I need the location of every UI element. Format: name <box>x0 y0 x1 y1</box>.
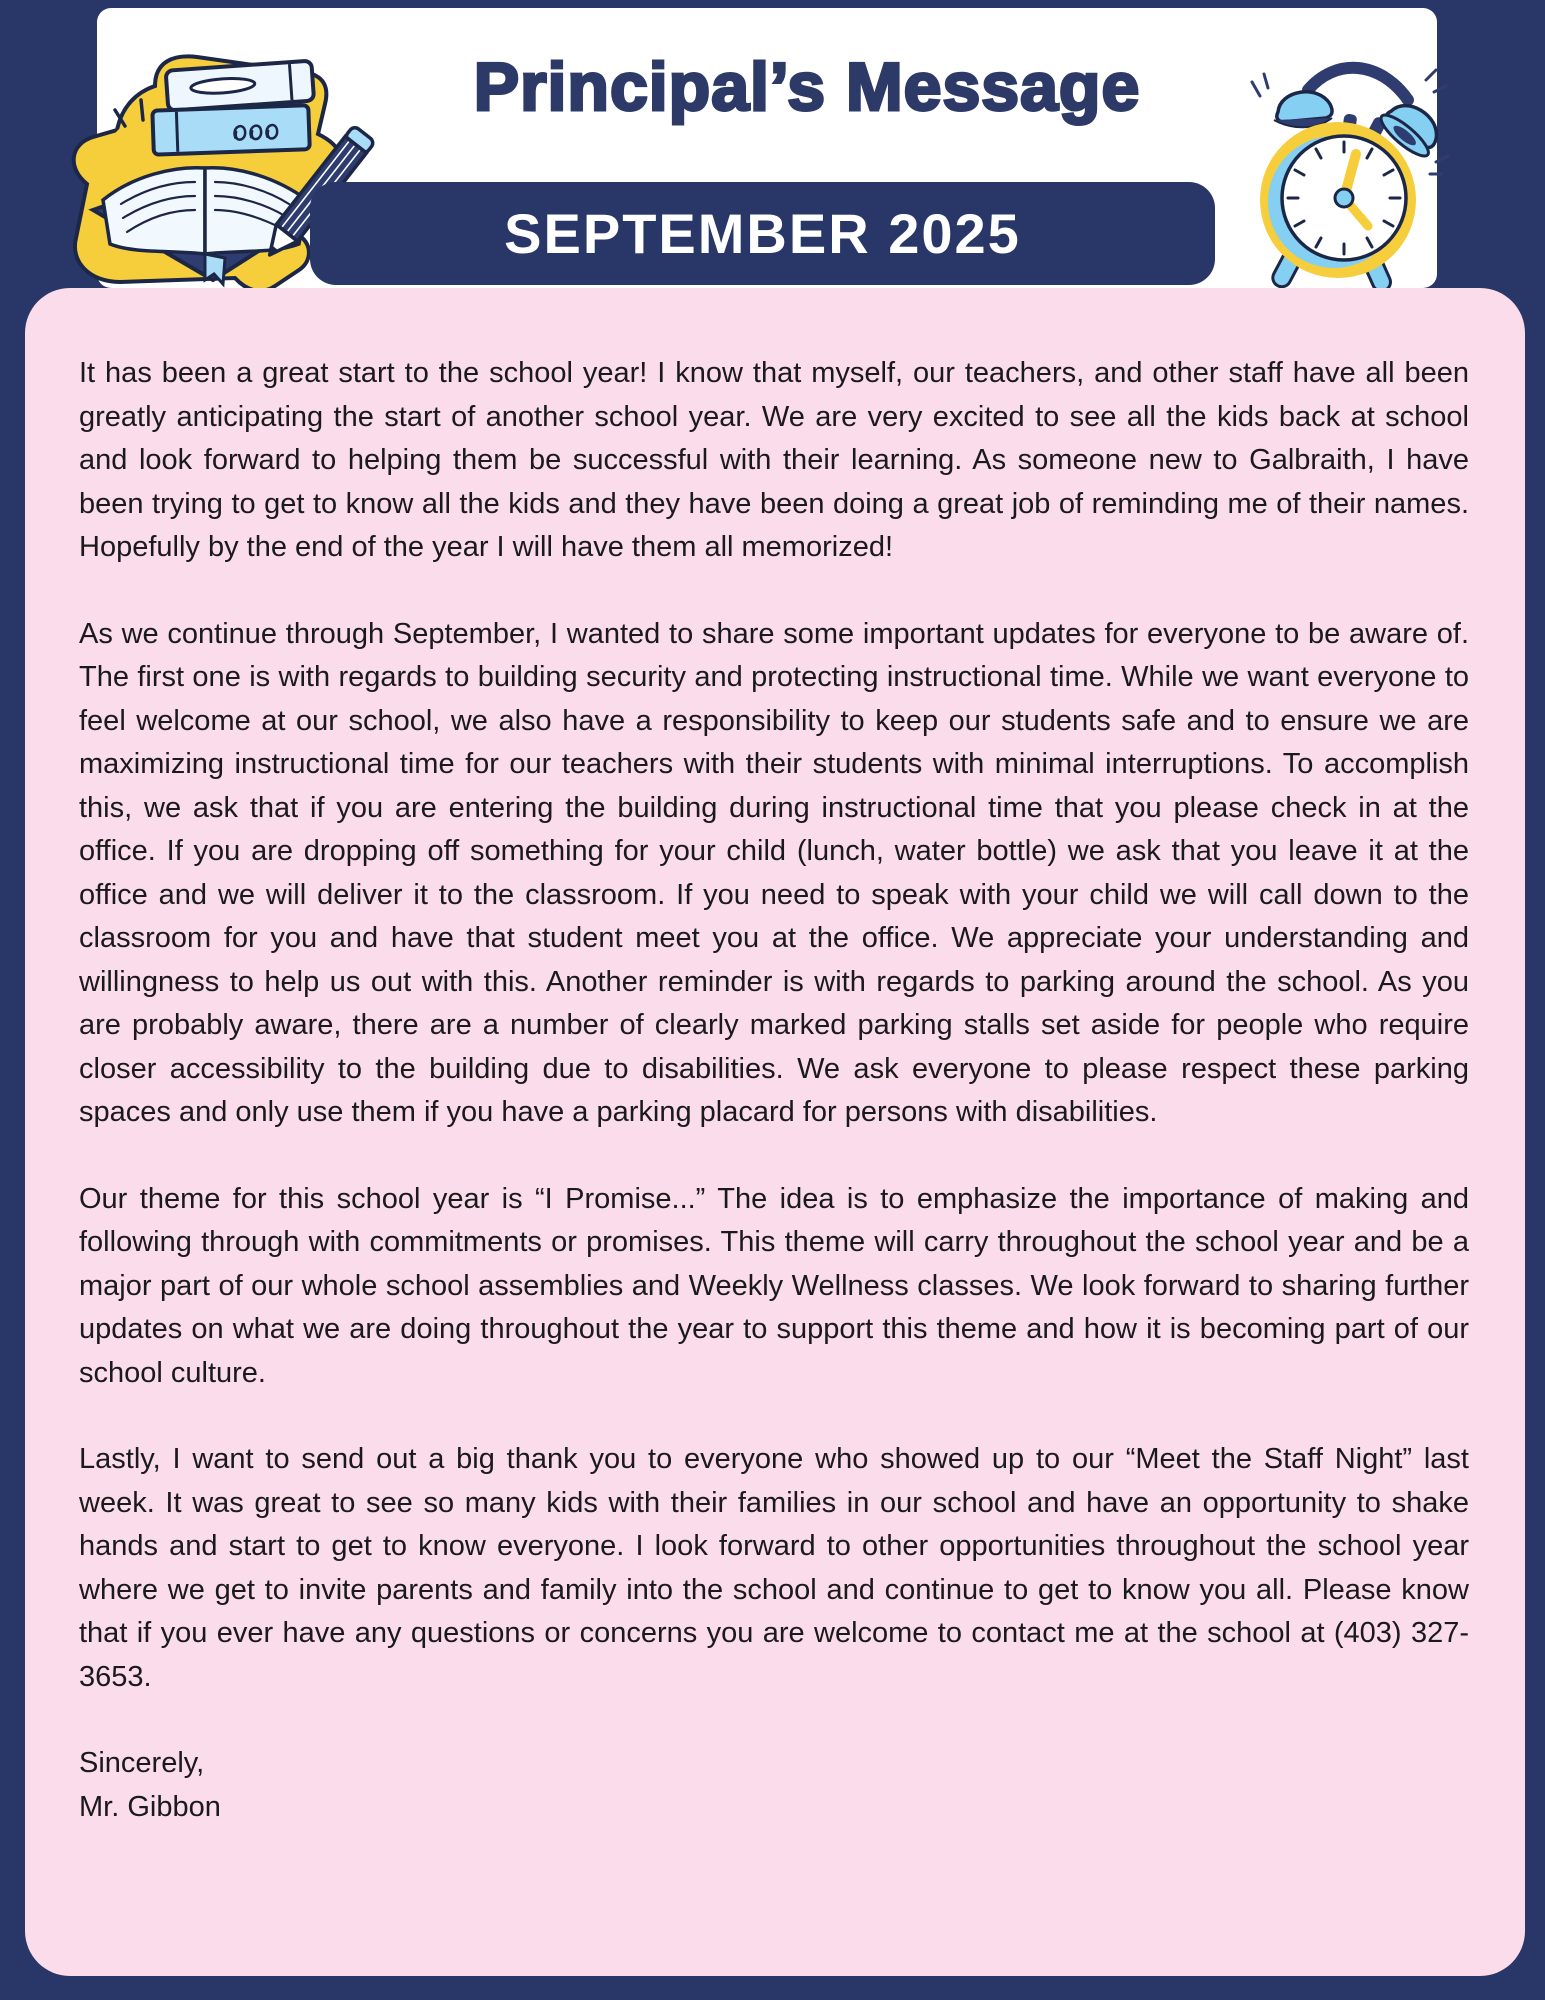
alarm-clock-icon <box>1230 52 1450 292</box>
letter-closing: Sincerely, <box>79 1747 205 1779</box>
letter-paragraph: Our theme for this school year is “I Promise...” The idea is to emphasize the importance of making and following through with commitments or promises. This theme will carry throughout the school year and be a major part of our whole school assemblies and Weekly Wellness classes. We look forward to sharing further updates on what we are doing throughout the year to support this theme and how it is becoming part of our school culture. <box>79 1182 1469 1389</box>
letter-signature: Mr. Gibbon <box>79 1790 221 1823</box>
page-title: Principal’s Message <box>473 49 1141 125</box>
letter-paragraph: It has been a great start to the school year! I know that myself, our teachers, and other staff have all been greatly anticipating the start of another school year. We are very excited to see all the kids back at school and look forward to helping them be successful with their learning. As someone new to Galbraith, I have been trying to get to know all the kids and they have been doing a great job of reminding me of their names. Hopefully by the end of the year I will have them all memorized! <box>79 357 1469 563</box>
letter-paragraph: As we continue through September, I wanted to share some important updates for everyone to be aware of. The first one is with regards to building security and protecting instructional time. While we want everyone to feel welcome at our school, we also have a responsibility to keep our students safe and to ensure we are maximizing instructional time for our teachers with their students with minimal interruptions. To accomplish this, we ask that if you are entering the building during instructional time that you please check in at the office. If you are dropping off something for your child (lunch, water bottle) we ask that you leave it at the office and we will deliver it to the classroom. If you need to speak with your child we will call down to the classroom for you and have that student meet you at the office. We appreciate your understanding and willingness to help us out with this. Another reminder is with regards to parking around the school. As you are probably aware, there are a number of clearly marked parking stalls set aside for people who require closer accessibility to the building due to disabilities. We ask everyone to please respect these parking spaces and only use them if you have a parking placard for persons with disabilities. <box>79 617 1469 1128</box>
letter-paragraph: Lastly, I want to send out a big thank you to everyone who showed up to our “Meet the Staff Night” last week. It was great to see so many kids with their families in our school and have an opportunity to shake hands and start to get to know everyone. I look forward to other opportunities throughout the school year where we get to invite parents and family into the school and continue to get to know you all. Please know that if you ever have any questions or concerns you are welcome to contact me at the school at (403) 327-3653. <box>79 1443 1469 1693</box>
letter-body <box>25 288 1525 1976</box>
month-banner <box>310 182 1215 285</box>
month-banner-label: SEPTEMBER 2025 <box>504 202 1021 265</box>
